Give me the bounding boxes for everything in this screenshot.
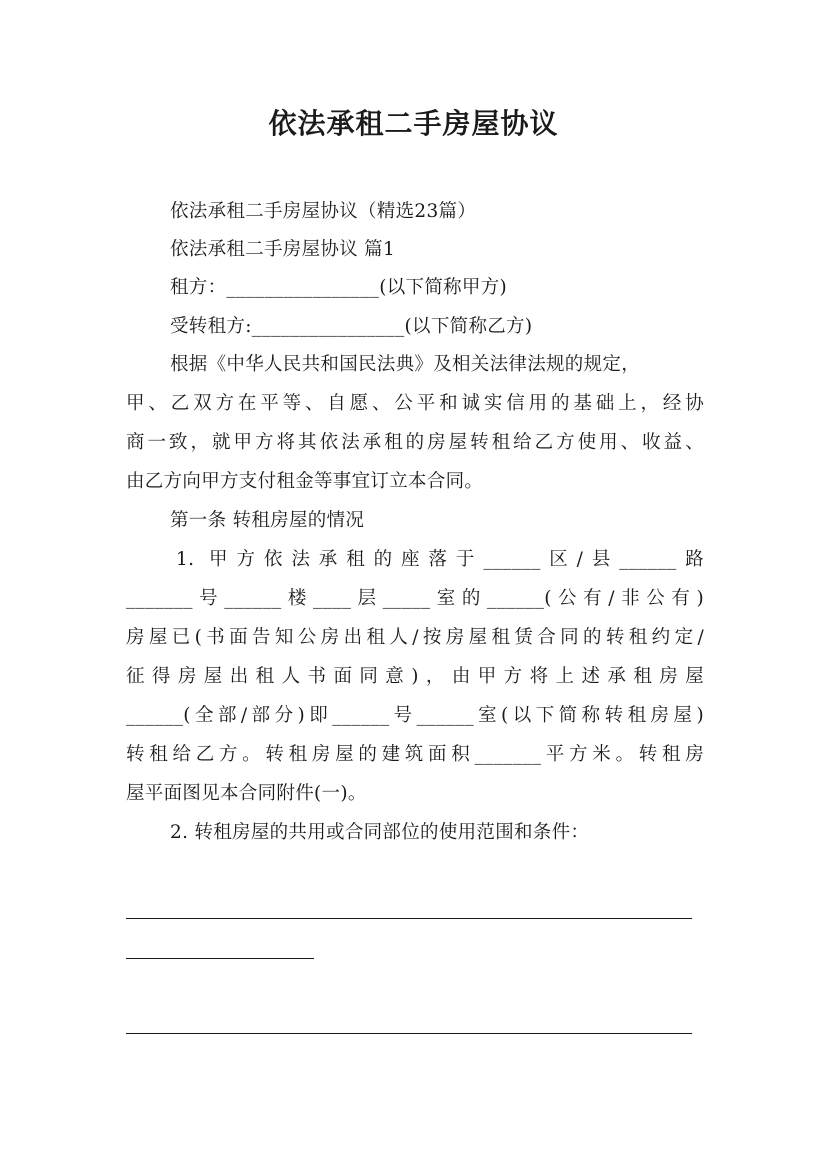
clause-line: 房屋已(书面告知公房出租人/按房屋租赁合同的转租约定/ — [126, 627, 704, 648]
fill-in-blank-line — [126, 918, 692, 919]
lessor-line: 租方：________________(以下简称甲方) — [170, 277, 508, 298]
paragraph-line: 商一致，就甲方将其依法承租的房屋转租给乙方使用、收益、 — [126, 432, 704, 453]
paragraph-line: 由乙方向甲方支付租金等事宜订立本合同。 — [126, 471, 484, 492]
paragraph-line: 根据《中华人民共和国民法典》及相关法律法规的规定， — [170, 354, 641, 375]
section-heading: 依法承租二手房屋协议 篇1 — [170, 239, 396, 260]
clause-line: 2. 转租房屋的共用或合同部位的使用范围和条件： — [170, 822, 590, 843]
clause-line: 1. 甲方依法承租的座落于______区/县______路 — [176, 549, 704, 570]
clause-line: 转租给乙方。转租房屋的建筑面积_______平方米。转租房 — [126, 744, 704, 765]
fill-in-blank-line — [126, 958, 314, 959]
clause-line: ______(全部/部分)即______号______室(以下简称转租房屋) — [126, 705, 704, 726]
paragraph-line: 甲、乙双方在平等、自愿、公平和诚实信用的基础上，经协 — [126, 393, 704, 414]
subtitle-line: 依法承租二手房屋协议（精选23篇） — [170, 201, 477, 222]
document-title: 依法承租二手房屋协议 — [268, 107, 559, 140]
clause-line: _______号______楼____层_____室的______(公有/非公有) — [126, 588, 704, 609]
clause-line: 征得房屋出租人书面同意)，由甲方将上述承租房屋 — [126, 666, 704, 687]
clause-line: 屋平面图见本合同附件(一)。 — [126, 783, 367, 804]
lessee-line: 受转租方:________________(以下简称乙方) — [170, 316, 533, 337]
fill-in-blank-line — [126, 1033, 692, 1034]
article-heading: 第一条 转租房屋的情况 — [170, 510, 365, 531]
